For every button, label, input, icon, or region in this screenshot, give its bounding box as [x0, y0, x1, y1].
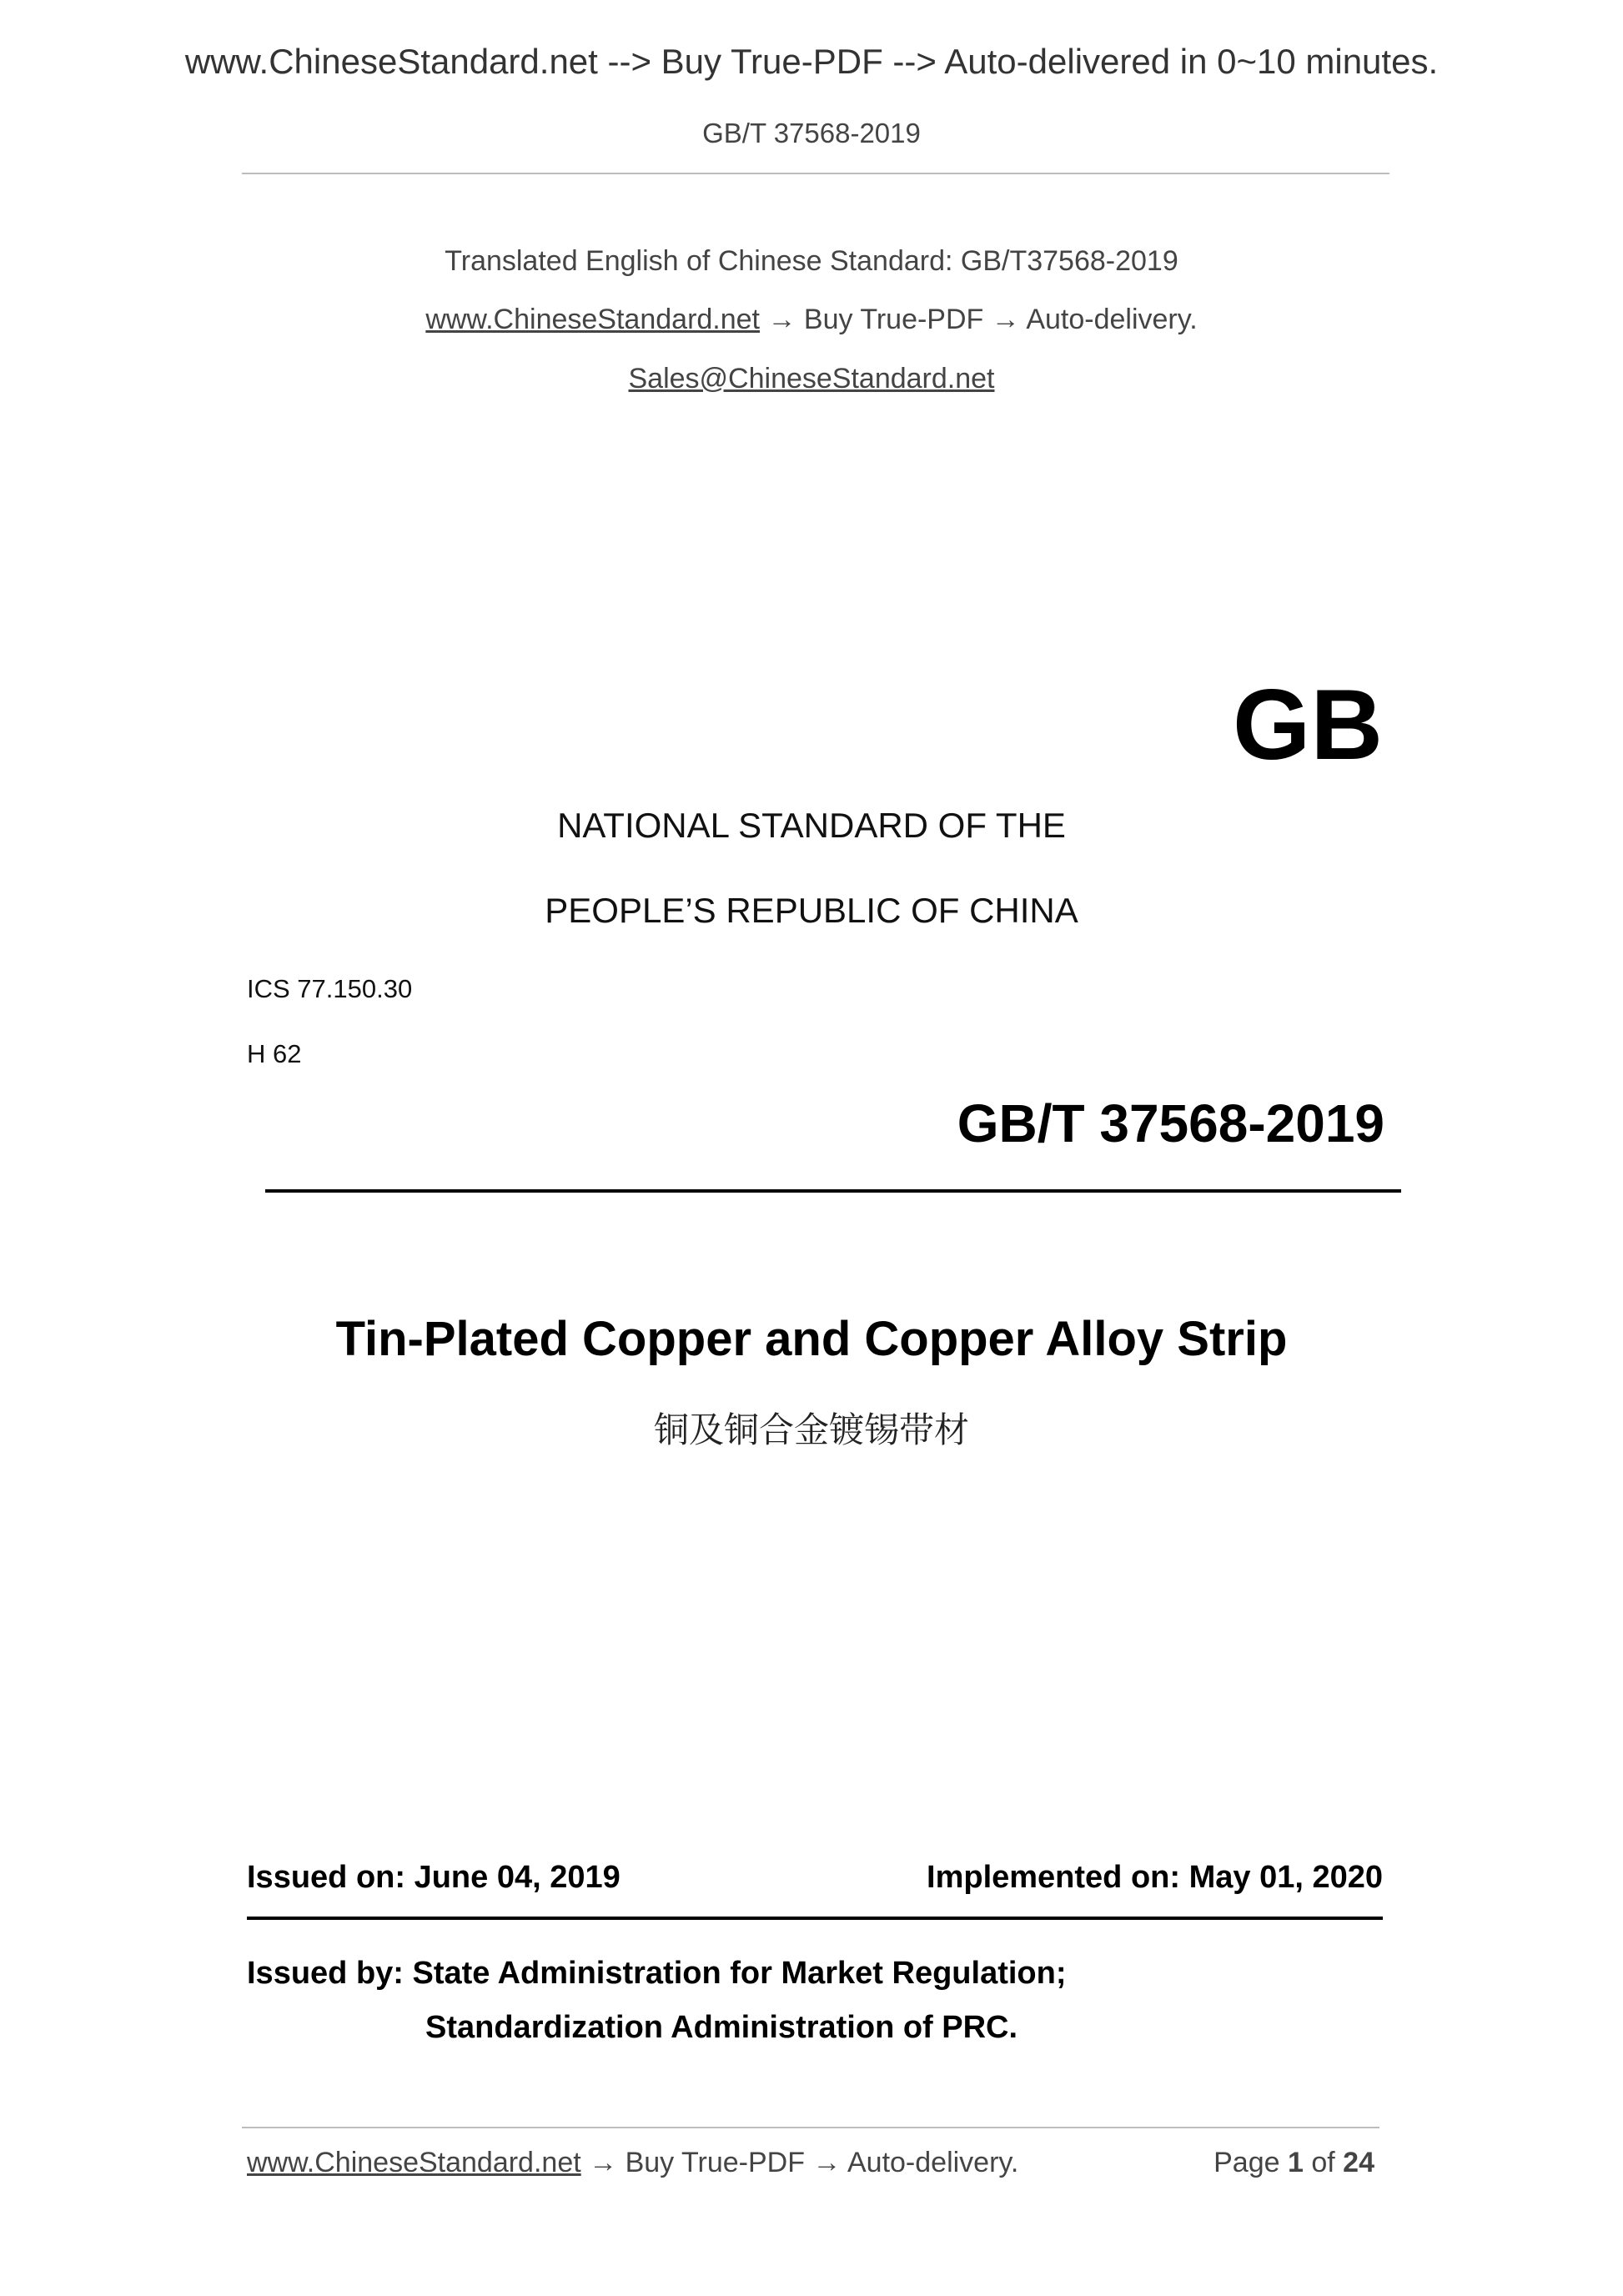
standard-number-rule [265, 1189, 1401, 1193]
footer-divider [242, 2127, 1379, 2128]
sales-email-link[interactable]: Sales@ChineseStandard.net [628, 363, 995, 394]
title-chinese: 铜及铜合金镀锡带材 [653, 1410, 969, 1449]
ics-code: ICS 77.150.30 [247, 974, 413, 1003]
header-divider [242, 173, 1389, 174]
page-of: of [1311, 2147, 1335, 2178]
national-standard-line1: NATIONAL STANDARD OF THE [557, 806, 1066, 845]
page-indicator [1213, 2147, 1374, 2179]
header-standard-code: GB/T 37568-2019 [702, 118, 921, 148]
site-link-rest: → Buy True-PDF → Auto-delivery. [760, 304, 1198, 335]
title-english: Tin-Plated Copper and Copper Alloy Strip [335, 1312, 1288, 1366]
national-standard-line2: PEOPLE’S REPUBLIC OF CHINA [545, 891, 1078, 930]
footer-site-line [247, 2147, 1018, 2179]
implemented-on: Implemented on: May 01, 2020 [927, 1860, 1383, 1895]
standard-number: GB/T 37568-2019 [957, 1093, 1384, 1153]
dates-rule [247, 1917, 1383, 1920]
issued-by-line1: Issued by: State Administration for Market Regulation; [247, 1956, 1067, 1991]
site-link[interactable]: www.ChineseStandard.net [425, 304, 761, 335]
footer-site-rest: → Buy True-PDF → Auto-delivery. [580, 2147, 1019, 2178]
top-banner: www.ChineseStandard.net --> Buy True-PDF --> Auto-delivered in 0~10 minutes. [184, 42, 1439, 81]
page-total: 24 [1343, 2147, 1374, 2178]
translated-note: Translated English of Chinese Standard: GB/T37568-2019 [445, 245, 1178, 277]
footer-site-link[interactable]: www.ChineseStandard.net [247, 2147, 581, 2178]
page-label: Page [1213, 2147, 1280, 2178]
issued-on: Issued on: June 04, 2019 [247, 1860, 621, 1895]
intro-email-line [0, 363, 1623, 395]
issued-by-line2: Standardization Administration of PRC. [425, 2010, 1018, 2045]
page-current: 1 [1287, 2147, 1304, 2178]
gb-logo: GB [1233, 669, 1383, 781]
intro-site-line [0, 304, 1623, 336]
ccs-code: H 62 [247, 1039, 302, 1068]
